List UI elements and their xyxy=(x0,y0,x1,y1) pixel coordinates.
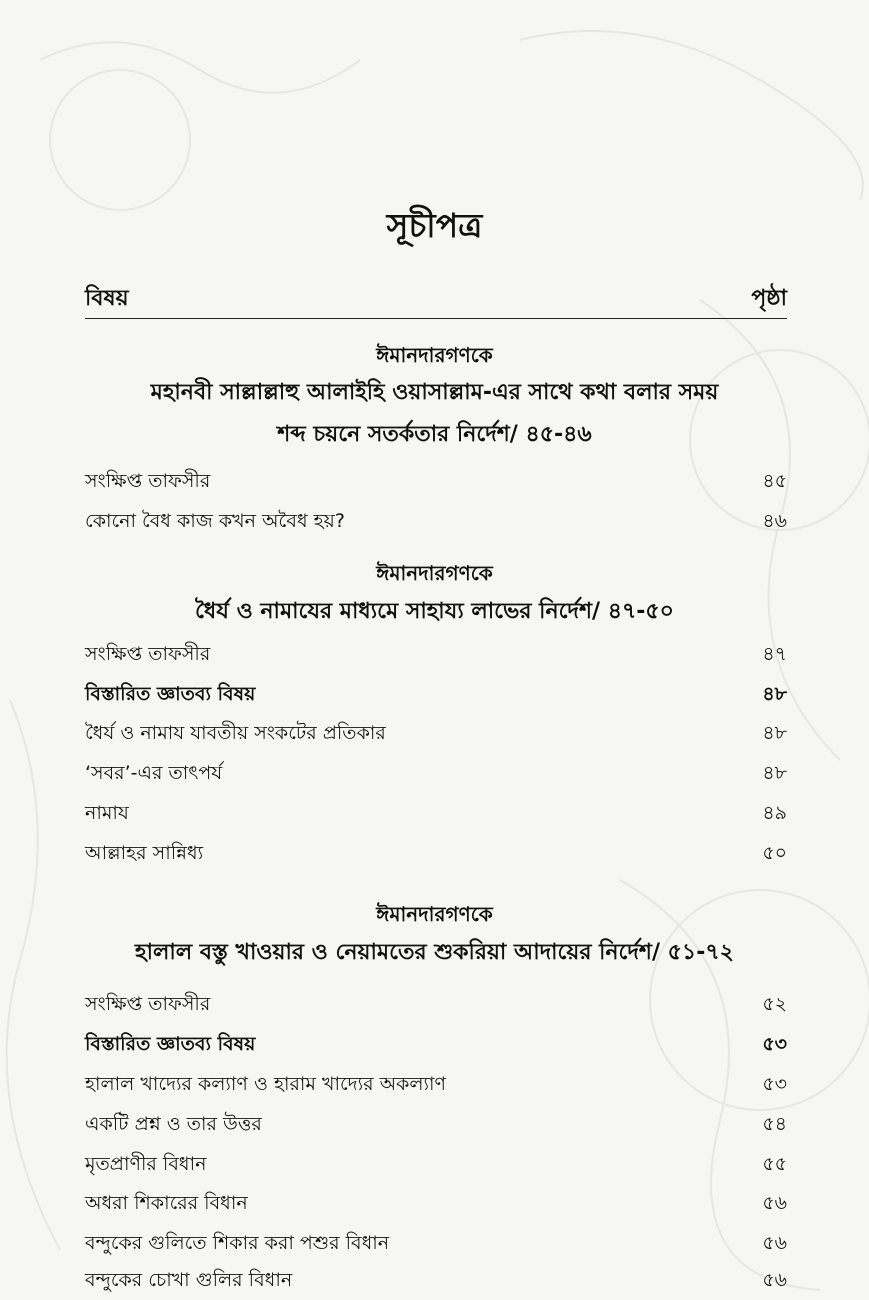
section-1-title-line-2: শব্দ চয়নে সতর্কতার নির্দেশ/ ৪৫-৪৬ xyxy=(277,422,592,447)
toc-entry-page: ৫০ xyxy=(762,842,787,864)
toc-entry-page: ৫৬ xyxy=(762,1232,787,1254)
toc-entry-text: আল্লাহর সান্নিধ্য xyxy=(85,842,204,864)
toc-entry-text: ‘সবর’-এর তাৎপর্য xyxy=(85,762,223,784)
toc-entry[interactable] xyxy=(85,501,787,541)
subject-column-header: বিষয় xyxy=(85,286,129,311)
toc-entry-text: অধরা শিকারের বিধান xyxy=(85,1192,248,1214)
toc-entry[interactable] xyxy=(85,1183,787,1223)
toc-entry[interactable] xyxy=(85,833,787,873)
toc-entry[interactable] xyxy=(85,1144,787,1184)
section-3-pretitle: ঈমানদারগণকে xyxy=(376,902,493,926)
toc-entry-text: বিস্তারিত জ্ঞাতব্য বিষয় xyxy=(85,1033,256,1055)
toc-entry-page: ৫৫ xyxy=(762,1153,787,1175)
toc-entry-page: ৪৯ xyxy=(762,802,787,824)
toc-entry[interactable] xyxy=(85,461,787,501)
toc-entry-text: মৃতপ্রাণীর বিধান xyxy=(85,1153,207,1175)
section-1-title-line-1: মহানবী সাল্লাল্লাহু আলাইহি ওয়াসাল্লাম-এর সাথে কথা বলার সময় xyxy=(150,380,719,405)
toc-entry-text: একটি প্রশ্ন ও তার উত্তর xyxy=(85,1113,262,1135)
toc-entry[interactable] xyxy=(85,1260,787,1300)
toc-entry-page: ৪৮ xyxy=(762,762,787,784)
toc-entry-text: কোনো বৈধ কাজ কখন অবৈধ হয়? xyxy=(85,510,345,532)
toc-entry-page: ৫৬ xyxy=(762,1269,787,1291)
toc-entry-page: ৪৭ xyxy=(762,643,787,665)
section-2-pretitle: ঈমানদারগণকে xyxy=(376,561,493,585)
toc-entry-page: ৪৬ xyxy=(762,510,787,532)
toc-entry-page: ৪৮ xyxy=(762,683,787,705)
toc-entry-text: সংক্ষিপ্ত তাফসীর xyxy=(85,643,211,665)
toc-entry-page: ৪৮ xyxy=(762,722,787,744)
toc-entry[interactable] xyxy=(85,1223,787,1263)
toc-entry-page: ৫৬ xyxy=(762,1192,787,1214)
toc-entry-text: ধৈর্য ও নামায যাবতীয় সংকটের প্রতিকার xyxy=(85,722,386,744)
column-headers xyxy=(85,281,787,317)
toc-entry-text: বিস্তারিত জ্ঞাতব্য বিষয় xyxy=(85,683,256,705)
toc-entry-text: সংক্ষিপ্ত তাফসীর xyxy=(85,470,211,492)
toc-entry[interactable] xyxy=(85,634,787,674)
toc-entry[interactable] xyxy=(85,1064,787,1104)
section-3-title-line-1: হালাল বস্তু খাওয়ার ও নেয়ামতের শুকরিয়া আদায়ের নির্দেশ/ ৫১-৭২ xyxy=(135,940,734,965)
toc-entry-text: বন্দুকের গুলিতে শিকার করা পশুর বিধান xyxy=(85,1232,390,1254)
section-1-pretitle: ঈমানদারগণকে xyxy=(376,343,493,367)
toc-entry-text: সংক্ষিপ্ত তাফসীর xyxy=(85,993,211,1015)
header-divider xyxy=(85,318,787,319)
toc-entry[interactable] xyxy=(85,753,787,793)
toc-entry-page: ৪৫ xyxy=(762,470,787,492)
toc-entry-text: নামায xyxy=(85,802,129,824)
toc-entry-page: ৫৩ xyxy=(762,1073,787,1095)
page-title: সূচীপত্র xyxy=(386,206,483,245)
toc-entry[interactable] xyxy=(85,713,787,753)
toc-entry-text: হালাল খাদ্যের কল্যাণ ও হারাম খাদ্যের অকল্যাণ xyxy=(85,1073,447,1095)
toc-entry-page: ৫৩ xyxy=(762,1033,787,1055)
toc-entry-heading[interactable] xyxy=(85,674,787,714)
toc-entry[interactable] xyxy=(85,1104,787,1144)
toc-entry-text: বন্দুকের চোখা গুলির বিধান xyxy=(85,1269,293,1291)
section-2-title-line-1: ধৈর্য ও নামাযের মাধ্যমে সাহায্য লাভের নির্দেশ/ ৪৭-৫০ xyxy=(195,599,674,624)
toc-entry-heading[interactable] xyxy=(85,1024,787,1064)
page-column-header: পৃষ্ঠা xyxy=(751,286,787,311)
toc-entry[interactable] xyxy=(85,793,787,833)
toc-entry-page: ৫২ xyxy=(762,993,787,1015)
toc-entry[interactable] xyxy=(85,984,787,1024)
toc-entry-page: ৫৪ xyxy=(762,1113,787,1135)
